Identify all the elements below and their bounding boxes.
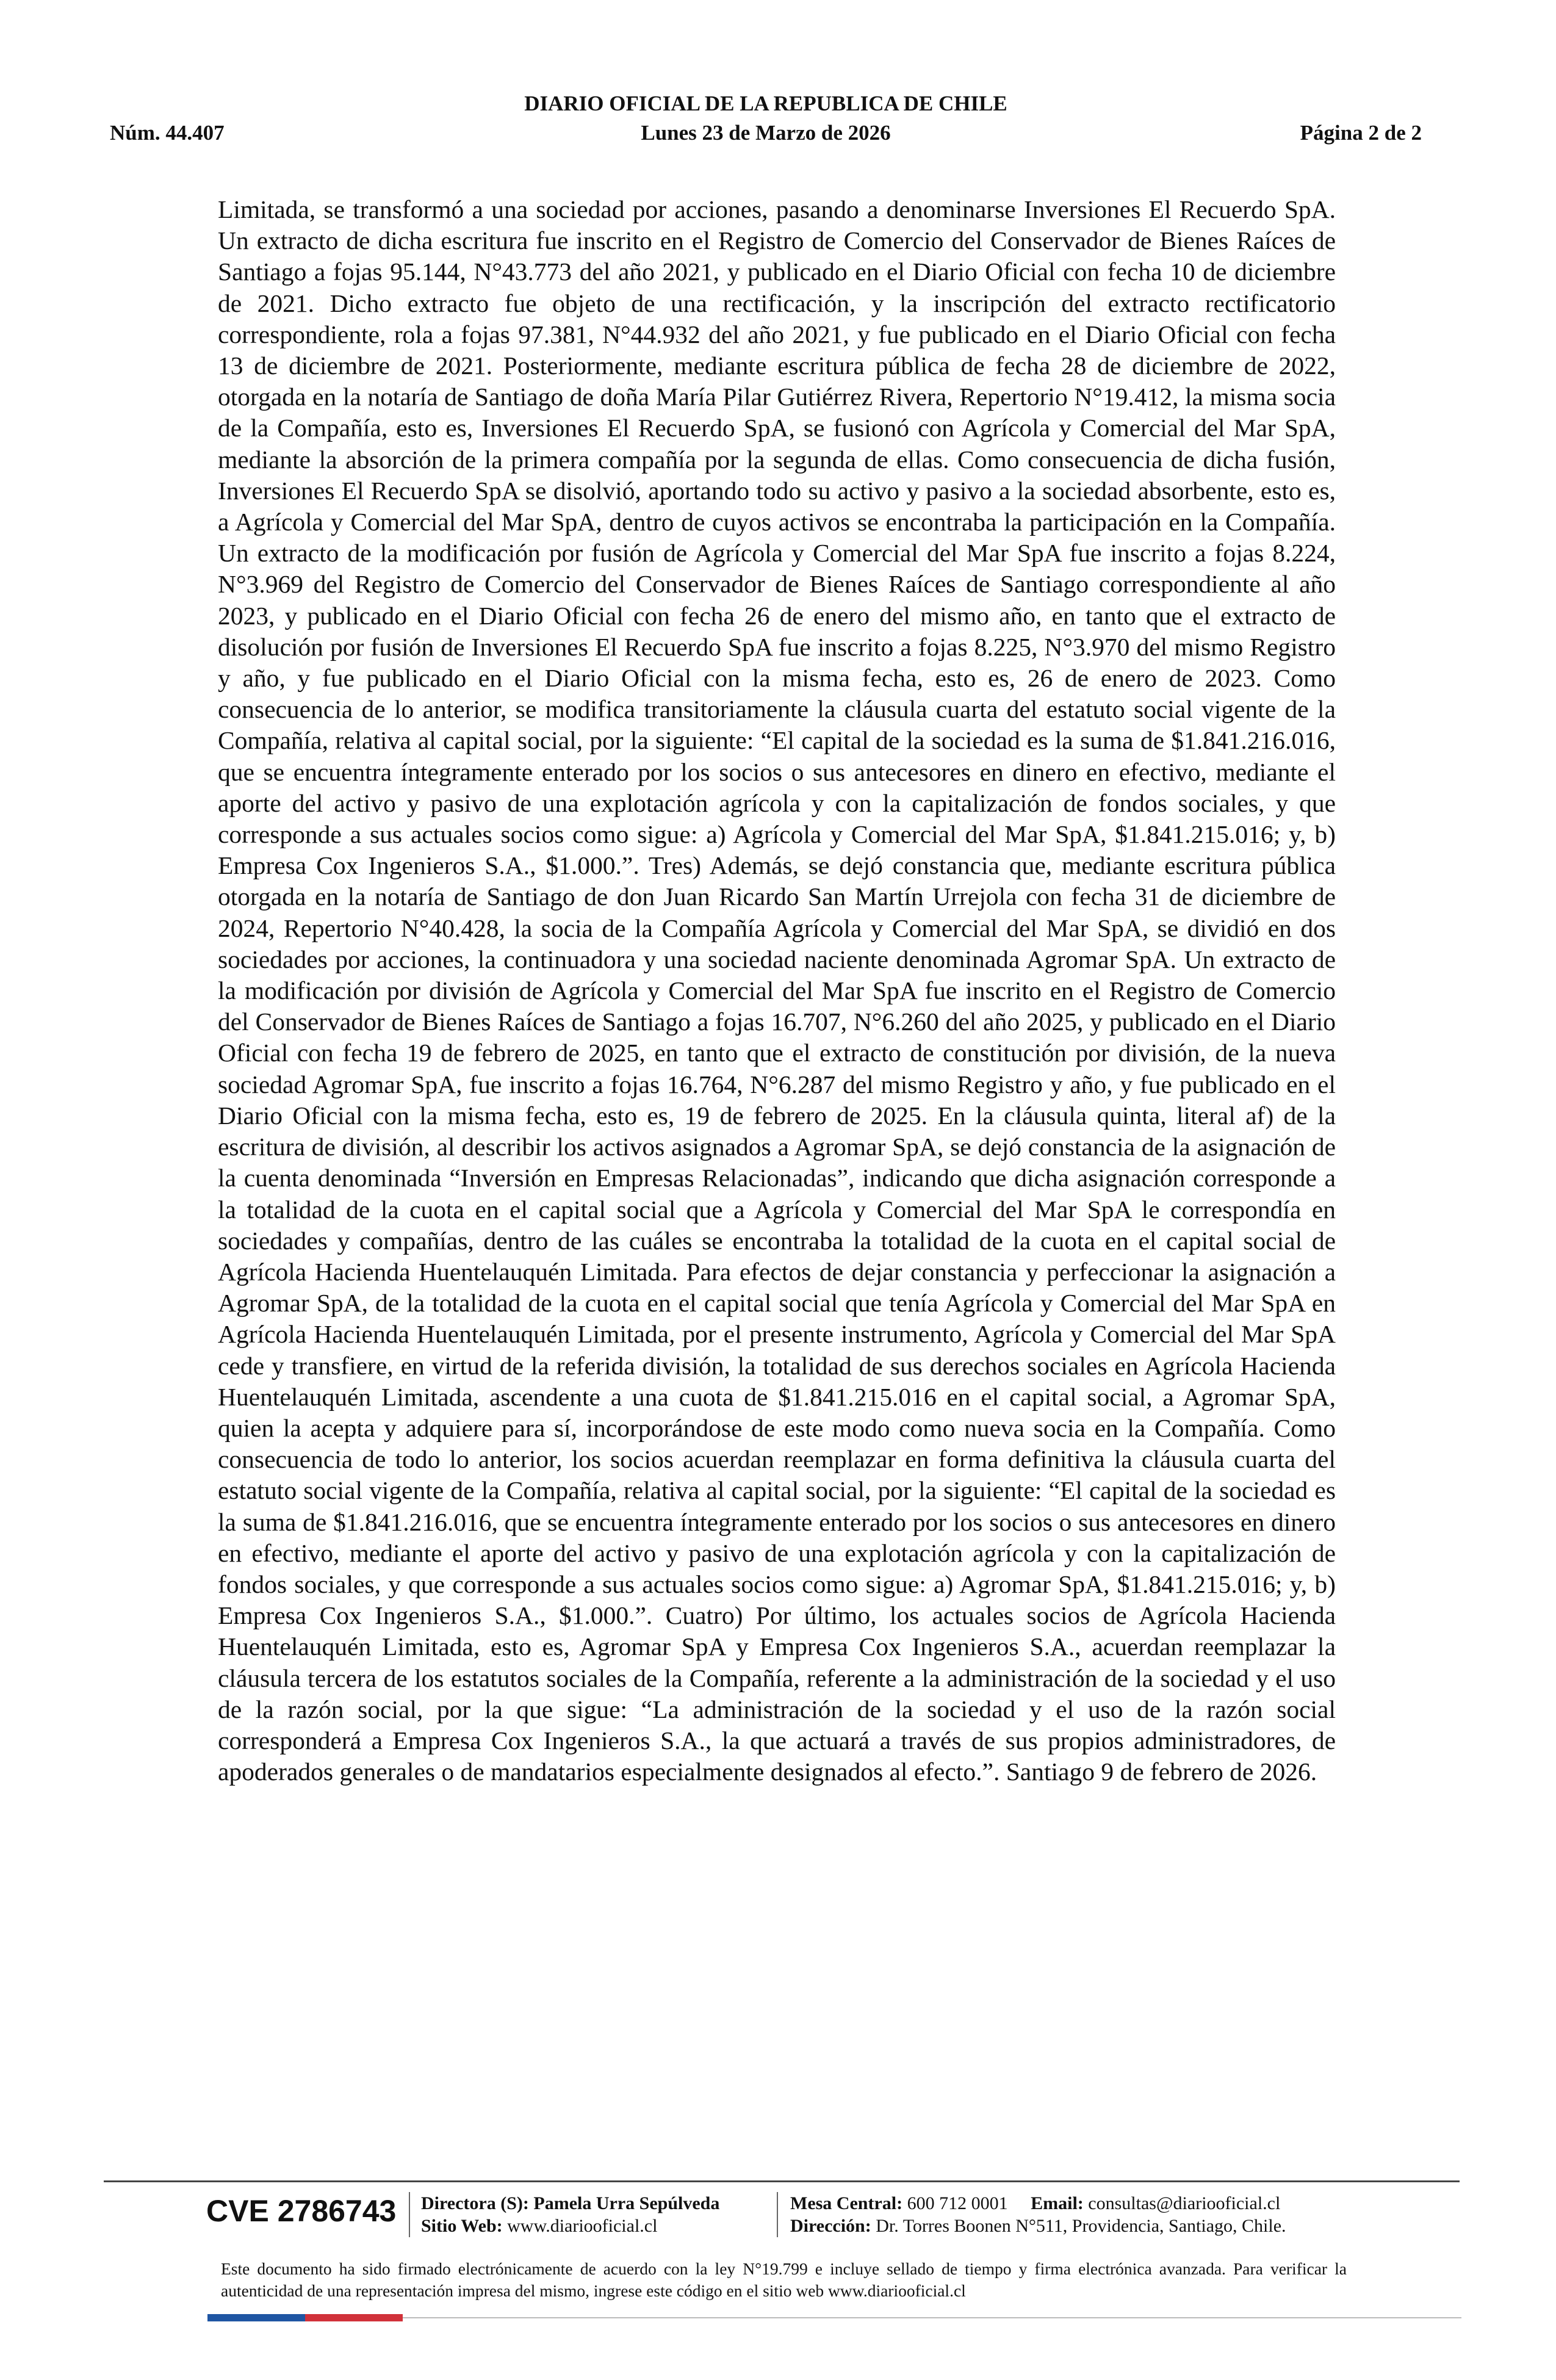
footer-divider <box>104 2180 1460 2182</box>
issue-date: Lunes 23 de Marzo de 2026 <box>641 121 891 145</box>
email-address[interactable]: consultas@diariooficial.cl <box>1088 2193 1281 2213</box>
page-number: Página 2 de 2 <box>1300 121 1422 145</box>
address-label: Dirección: <box>790 2216 871 2236</box>
body-text: Limitada, se transformó a una sociedad por acciones, pasando a denominarse Inversiones El Recuerdo SpA. Un extracto de dicha escritura fue inscrito en el Registro de Comercio del Conservador de Bienes Raíces de Santiago a fojas 95.144, N°43.773 del año 2021, y publicado en el Diario Oficial con fecha 10 de diciembre de 2021. Dicho extracto fue objeto de una rectificación, y la inscripción del extracto rectificatorio correspondiente, rola a fojas 97.381, N°44.932 del año 2021, y fue publicado en el Diario Oficial con fecha 13 de diciembre de 2021. Posteriormente, mediante escritura pública de fecha 28 de diciembre de 2022, otorgada en la notaría de Santiago de doña María Pilar Gutiérrez Rivera, Repertorio N°19.412, la misma socia de la Compañía, esto es, Inversiones El Recuerdo SpA, se fusionó con Agrícola y Comercial del Mar SpA, mediante la absorción de la primera compañía por la segunda de ellas. Como consecuencia de dicha fusión, Inversiones El Recuerdo SpA se disolvió, aportando todo su activo y pasivo a la sociedad absorbente, esto es, a Agrícola y Comercial del Mar SpA, dentro de cuyos activos se encontraba la participación en la Compañía. Un extracto de la modificación por fusión de Agrícola y Comercial del Mar SpA fue inscrito a fojas 8.224, N°3.969 del Registro de Comercio del Conservador de Bienes Raíces de Santiago correspondiente al año 2023, y publicado en el Diario Oficial con fecha 26 de enero del mismo año, en tanto que el extracto de disolución por fusión de Inversiones El Recuerdo SpA fue inscrito a fojas 8.225, N°3.970 del mismo Registro y año, y fue publicado en el Diario Oficial con la misma fecha, esto es, 26 de enero de 2023. Como consecuencia de lo anterior, se modifica transitoriamente la cláusula cuarta del estatuto social vigente de la Compañía, relativa al capital social, por la siguiente: “El capital de la sociedad es la suma de $1.841.216.016, que se encuentra íntegramente enterado por los socios o sus antecesores en dinero en efectivo, mediante el aporte del activo y pasivo de una explotación agrícola y con la capitalización de fondos sociales, y que corresponde a sus actuales socios como sigue: a) Agrícola y Comercial del Mar SpA, $1.841.215.016; y, b) Empresa Cox Ingenieros S.A., $1.000.”. Tres) Además, se dejó constancia que, mediante escritura pública otorgada en la notaría de Santiago de don Juan Ricardo San Martín Urrejola con fecha 31 de diciembre de 2024, Repertorio N°40.428, la socia de la Compañía Agrícola y Comercial del Mar SpA, se dividió en dos sociedades por acciones, la continuadora y una sociedad naciente denominada Agromar SpA. Un extracto de la modificación por división de Agrícola y Comercial del Mar SpA fue inscrito en el Registro de Comercio del Conservador de Bienes Raíces de Santiago a fojas 16.707, N°6.260 del año 2025, y publicado en el Diario Oficial con fecha 19 de febrero de 2025, en tanto que el extracto de constitución por división, de la nueva sociedad Agromar SpA, fue inscrito a fojas 16.764, N°6.287 del mismo Registro y año, y fue publicado en el Diario Oficial con la misma fecha, esto es, 19 de febrero de 2025. En la cláusula quinta, literal af) de la escritura de división, al describir los activos asignados a Agromar SpA, se dejó constancia de la asignación de la cuenta denominada “Inversión en Empresas Relacionadas”, indicando que dicha asignación corresponde a la totalidad de la cuota en el capital social que a Agrícola y Comercial del Mar SpA le correspondía en sociedades y compañías, dentro de las cuáles se encontraba la totalidad de la cuota en el capital social de Agrícola Hacienda Huentelauquén Limitada. Para efectos de dejar constancia y perfeccionar la asignación a Agromar SpA, de la totalidad de la cuota en el capital social que tenía Agrícola y Comercial del Mar SpA en Agrícola Hacienda Huentelauquén Limitada, por el presente instrumento, Agrícola y Comercial del Mar SpA cede y transfiere, en virtud de la referida división, la totalidad de sus derechos sociales en Agrícola Hacienda Huentelauquén Limitada, ascendente a una cuota de $1.841.215.016 en el capital social, a Agromar SpA, quien la acepta y adquiere para sí, incorporándose de este modo como nueva socia en la Compañía. Como consecuencia de todo lo anterior, los socios acuerdan reemplazar en forma definitiva la cláusula cuarta del estatuto social vigente de la Compañía, relativa al capital social, por la siguiente: “El capital de la sociedad es la suma de $1.841.216.016, que se encuentra íntegramente enterado por los socios o sus antecesores en dinero en efectivo, mediante el aporte del activo y pasivo de una explotación agrícola y con la capitalización de fondos sociales, y que corresponde a sus actuales socios como sigue: a) Agromar SpA, $1.841.215.016; y, b) Empresa Cox Ingenieros S.A., $1.000.”. Cuatro) Por último, los actuales socios de Agrícola Hacienda Huentelauquén Limitada, esto es, Agromar SpA y Empresa Cox Ingenieros S.A., acuerdan reemplazar la cláusula tercera de los estatutos sociales de la Compañía, referente a la administración de la sociedad y el uso de la razón social, por la que sigue: “La administración de la sociedad y el uso de la razón social corresponderá a Empresa Cox Ingenieros S.A., la que actuará a través de sus propios administradores, de apoderados generales o de mandatarios especialmente designados al efecto.”. Santiago 9 de febrero de 2026. <box>218 195 1336 1786</box>
footer-contact-left <box>421 2192 719 2237</box>
address-text: Dr. Torres Boonen N°511, Providencia, Santiago, Chile. <box>876 2216 1286 2236</box>
footer-separator <box>777 2192 778 2237</box>
journal-title: DIARIO OFICIAL DE LA REPUBLICA DE CHILE <box>524 92 1007 115</box>
cve-code: CVE 2786743 <box>206 2194 397 2228</box>
signature-notice: Este documento ha sido firmado electrónicamente de acuerdo con la ley N°19.799 e incluye sellado de tiempo y firma electrónica avanzada. Para verificar la autenticidad de una representación impresa del mismo, ingrese este código en el sitio web www.diariooficial.cl <box>221 2259 1347 2300</box>
footer-separator <box>409 2192 410 2237</box>
issue-number: Núm. 44.407 <box>110 121 225 145</box>
flag-red-segment <box>305 2314 403 2321</box>
website-label: Sitio Web: <box>421 2216 503 2236</box>
website-link[interactable]: www.diariooficial.cl <box>507 2216 658 2236</box>
bottom-divider <box>403 2317 1461 2318</box>
phone-label: Mesa Central: <box>790 2193 903 2213</box>
page-header <box>110 92 1422 153</box>
director-name: Pamela Urra Sepúlveda <box>533 2193 720 2213</box>
phone-number: 600 712 0001 <box>907 2193 1008 2213</box>
flag-bar <box>207 2314 403 2321</box>
flag-blue-segment <box>207 2314 305 2321</box>
footer-contact-right <box>790 2192 1286 2237</box>
director-label: Directora (S): <box>421 2193 529 2213</box>
email-label: Email: <box>1031 2193 1084 2213</box>
